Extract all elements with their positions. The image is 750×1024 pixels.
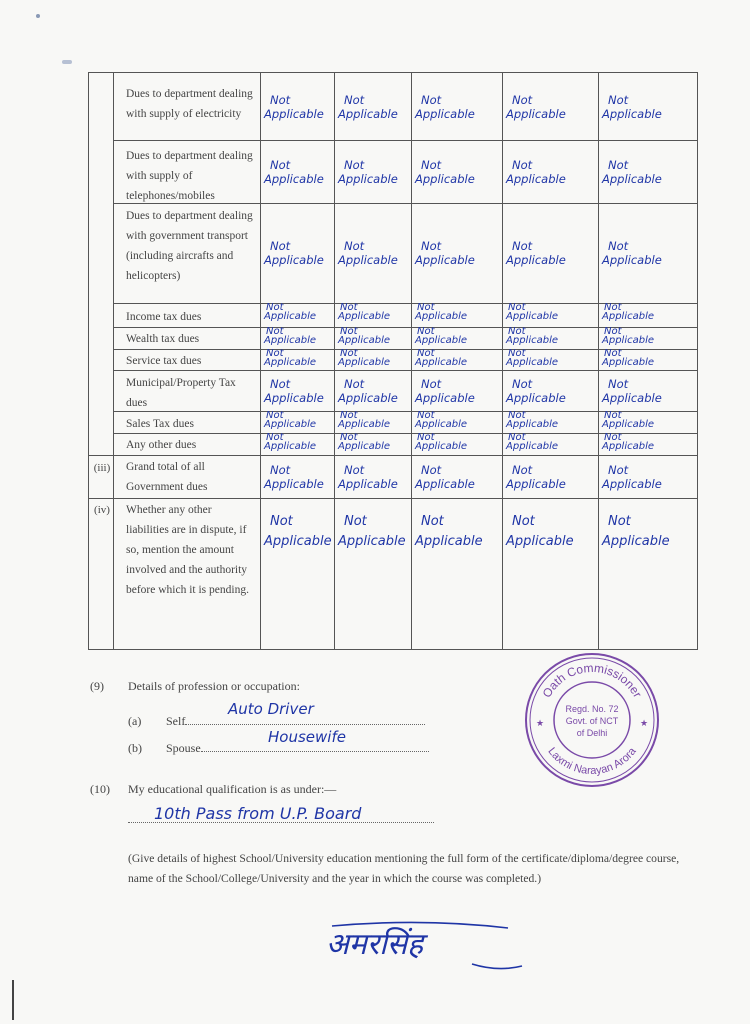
entry-line-1: Not xyxy=(421,376,442,391)
entry-line-1: Not xyxy=(270,462,291,477)
entry-line-2: Applicable xyxy=(506,534,574,549)
entry-line-1: Not xyxy=(508,326,526,337)
entry-line-2: Applicable xyxy=(506,476,566,491)
entry-line-2: Applicable xyxy=(264,419,316,430)
spouse-occupation-value: Housewife xyxy=(268,728,346,746)
stamp-place: of Delhi xyxy=(576,728,608,738)
entry-line-1: Not xyxy=(604,326,622,337)
entry-line-1: Not xyxy=(608,462,629,477)
not-applicable-entry xyxy=(415,349,467,367)
entry-line-1: Not xyxy=(270,239,291,253)
not-applicable-entry xyxy=(602,463,662,491)
entry-line-1: Not xyxy=(344,239,365,253)
not-applicable-entry xyxy=(264,377,324,405)
entry-line-2: Applicable xyxy=(506,311,558,322)
entry-line-1: Not xyxy=(270,376,291,391)
row-divider xyxy=(89,498,697,499)
not-applicable-entry xyxy=(415,303,467,321)
dues-table xyxy=(88,72,698,650)
row-label-telephones: Dues to department dealing with supply of telephones/mobiles xyxy=(126,150,253,202)
entry-line-2: Applicable xyxy=(415,311,467,322)
entry-line-2: Applicable xyxy=(264,253,324,267)
not-applicable-entry xyxy=(338,349,390,367)
entry-line-2: Applicable xyxy=(415,476,475,491)
entry-line-2: Applicable xyxy=(602,390,662,405)
entry-line-1: Not xyxy=(512,239,533,253)
entry-line-1: Not xyxy=(340,410,358,421)
stamp-govt: Govt. of NCT xyxy=(565,716,619,726)
entry-line-2: Applicable xyxy=(506,106,566,121)
row-label-service-tax: Service tax dues xyxy=(126,355,202,367)
not-applicable-entry xyxy=(338,411,390,429)
not-applicable-entry xyxy=(602,512,670,552)
oath-commissioner-stamp xyxy=(524,652,660,788)
not-applicable-entry xyxy=(264,239,324,267)
education-instruction-note: (Give details of highest School/University education mentioning the full form of the certificate/diploma/degree course, name of the School/College/University and the year in which the course was completed.) xyxy=(128,852,680,885)
stamp-star-icon: ★ xyxy=(640,718,649,728)
entry-line-1: Not xyxy=(417,302,435,313)
entry-line-2: Applicable xyxy=(338,253,398,267)
entry-line-2: Applicable xyxy=(338,357,390,368)
entry-line-1: Not xyxy=(608,514,631,529)
entry-line-1: Not xyxy=(604,302,622,313)
spouse-dotted-line xyxy=(201,751,429,752)
entry-line-1: Not xyxy=(508,302,526,313)
entry-line-2: Applicable xyxy=(506,171,566,186)
entry-line-1: Not xyxy=(508,348,526,359)
not-applicable-entry xyxy=(338,377,398,405)
entry-line-1: Not xyxy=(266,326,284,337)
entry-line-2: Applicable xyxy=(338,311,390,322)
entry-line-1: Not xyxy=(421,514,444,529)
entry-line-2: Applicable xyxy=(264,534,332,549)
col-divider xyxy=(260,73,261,649)
not-applicable-entry xyxy=(415,93,475,121)
entry-line-2: Applicable xyxy=(415,534,483,549)
entry-line-2: Applicable xyxy=(264,441,316,452)
row-label-other-dues: Any other dues xyxy=(126,439,197,451)
row-label-transport: Dues to department dealing with government transport (including aircrafts and helicopters) xyxy=(126,210,253,282)
not-applicable-entry xyxy=(264,158,324,186)
entry-line-2: Applicable xyxy=(264,476,324,491)
entry-line-2: Applicable xyxy=(338,476,398,491)
entry-line-2: Applicable xyxy=(602,534,670,549)
entry-line-1: Not xyxy=(512,92,533,107)
entry-line-1: Not xyxy=(270,157,291,172)
row-label-municipal-tax: Municipal/Property Tax dues xyxy=(126,377,236,409)
self-label: Self xyxy=(166,714,186,728)
row-number-iv: (iv) xyxy=(94,504,110,516)
entry-line-1: Not xyxy=(266,348,284,359)
entry-line-1: Not xyxy=(340,348,358,359)
not-applicable-entry xyxy=(264,93,324,121)
not-applicable-entry xyxy=(602,349,654,367)
entry-line-2: Applicable xyxy=(506,335,558,346)
not-applicable-entry xyxy=(338,158,398,186)
self-dotted-line xyxy=(185,724,425,725)
not-applicable-entry xyxy=(264,303,316,321)
entry-line-1: Not xyxy=(417,326,435,337)
row-label-wealth-tax: Wealth tax dues xyxy=(126,333,200,345)
not-applicable-entry xyxy=(602,327,654,345)
entry-line-2: Applicable xyxy=(264,106,324,121)
entry-line-1: Not xyxy=(417,348,435,359)
entry-line-2: Applicable xyxy=(602,335,654,346)
entry-line-2: Applicable xyxy=(264,335,316,346)
entry-line-1: Not xyxy=(417,432,435,443)
not-applicable-entry xyxy=(506,93,566,121)
entry-line-2: Applicable xyxy=(506,357,558,368)
entry-line-1: Not xyxy=(344,376,365,391)
row-label-disputed-liabilities: Whether any other liabilities are in dispute, if so, mention the amount involved and the authority before which it is pending. xyxy=(126,504,249,596)
stamp-name: Laxmi Narayan Arora xyxy=(545,745,639,778)
not-applicable-entry xyxy=(506,463,566,491)
entry-line-2: Applicable xyxy=(602,171,662,186)
row-label-grand-total: Grand total of all Government dues xyxy=(126,461,208,493)
not-applicable-entry xyxy=(264,512,332,552)
entry-line-1: Not xyxy=(340,432,358,443)
row-divider xyxy=(89,455,697,456)
not-applicable-entry xyxy=(506,239,566,267)
entry-line-1: Not xyxy=(270,92,291,107)
margin-mark xyxy=(12,980,14,1020)
entry-line-2: Applicable xyxy=(415,106,475,121)
entry-line-2: Applicable xyxy=(338,171,398,186)
entry-line-2: Applicable xyxy=(264,390,324,405)
entry-line-1: Not xyxy=(344,462,365,477)
self-occupation-value: Auto Driver xyxy=(228,700,314,718)
not-applicable-entry xyxy=(415,463,475,491)
section-9a-label: (a) xyxy=(128,714,142,728)
entry-line-1: Not xyxy=(266,410,284,421)
not-applicable-entry xyxy=(338,303,390,321)
section-9-title: Details of profession or occupation: xyxy=(128,679,300,693)
not-applicable-entry xyxy=(506,512,574,552)
entry-line-2: Applicable xyxy=(415,419,467,430)
entry-line-1: Not xyxy=(344,92,365,107)
stamp-title: Oath Commissioner xyxy=(539,660,645,701)
entry-line-2: Applicable xyxy=(415,357,467,368)
entry-line-1: Not xyxy=(340,326,358,337)
not-applicable-entry xyxy=(264,433,316,451)
entry-line-2: Applicable xyxy=(602,476,662,491)
not-applicable-entry xyxy=(415,239,475,267)
entry-line-1: Not xyxy=(508,410,526,421)
entry-line-2: Applicable xyxy=(602,253,662,267)
not-applicable-entry xyxy=(415,158,475,186)
entry-line-2: Applicable xyxy=(338,534,406,549)
entry-line-2: Applicable xyxy=(415,253,475,267)
entry-line-2: Applicable xyxy=(264,357,316,368)
not-applicable-entry xyxy=(602,158,662,186)
entry-line-1: Not xyxy=(340,302,358,313)
entry-line-1: Not xyxy=(344,157,365,172)
entry-line-1: Not xyxy=(512,376,533,391)
not-applicable-entry xyxy=(415,377,475,405)
entry-line-2: Applicable xyxy=(338,390,398,405)
entry-line-1: Not xyxy=(608,157,629,172)
not-applicable-entry xyxy=(264,349,316,367)
not-applicable-entry xyxy=(264,463,324,491)
not-applicable-entry xyxy=(602,239,662,267)
entry-line-2: Applicable xyxy=(602,357,654,368)
entry-line-2: Applicable xyxy=(415,171,475,186)
entry-line-1: Not xyxy=(270,514,293,529)
entry-line-2: Applicable xyxy=(506,419,558,430)
entry-line-1: Not xyxy=(512,157,533,172)
not-applicable-entry xyxy=(506,349,558,367)
not-applicable-entry xyxy=(338,512,406,552)
entry-line-2: Applicable xyxy=(338,441,390,452)
entry-line-2: Applicable xyxy=(264,171,324,186)
not-applicable-entry xyxy=(602,411,654,429)
entry-line-2: Applicable xyxy=(602,311,654,322)
not-applicable-entry xyxy=(415,433,467,451)
entry-line-1: Not xyxy=(608,376,629,391)
not-applicable-entry xyxy=(264,411,316,429)
entry-line-2: Applicable xyxy=(506,441,558,452)
not-applicable-entry xyxy=(415,327,467,345)
entry-line-2: Applicable xyxy=(338,335,390,346)
stamp-reg-no: Regd. No. 72 xyxy=(565,704,619,714)
col-divider xyxy=(411,73,412,649)
scan-speck xyxy=(36,14,40,18)
not-applicable-entry xyxy=(415,411,467,429)
signature-text: अमरसिंह xyxy=(326,927,424,962)
not-applicable-entry xyxy=(338,327,390,345)
entry-line-1: Not xyxy=(512,462,533,477)
entry-line-1: Not xyxy=(344,514,367,529)
handwritten-signature xyxy=(322,914,528,978)
spouse-label: Spouse xyxy=(166,741,201,755)
entry-line-1: Not xyxy=(608,239,629,253)
entry-line-2: Applicable xyxy=(264,311,316,322)
entry-line-1: Not xyxy=(604,432,622,443)
entry-line-1: Not xyxy=(421,239,442,253)
section-9b-label: (b) xyxy=(128,741,142,755)
section-9-number: (9) xyxy=(90,679,104,693)
not-applicable-entry xyxy=(602,433,654,451)
col-divider xyxy=(502,73,503,649)
not-applicable-entry xyxy=(602,377,662,405)
scan-speck xyxy=(62,60,72,64)
not-applicable-entry xyxy=(506,377,566,405)
entry-line-2: Applicable xyxy=(602,441,654,452)
entry-line-2: Applicable xyxy=(602,419,654,430)
not-applicable-entry xyxy=(264,327,316,345)
entry-line-2: Applicable xyxy=(506,253,566,267)
entry-line-2: Applicable xyxy=(415,390,475,405)
col-divider xyxy=(598,73,599,649)
entry-line-2: Applicable xyxy=(415,335,467,346)
entry-line-2: Applicable xyxy=(338,106,398,121)
not-applicable-entry xyxy=(415,512,483,552)
not-applicable-entry xyxy=(338,463,398,491)
section-10-number: (10) xyxy=(90,782,110,796)
entry-line-1: Not xyxy=(604,410,622,421)
not-applicable-entry xyxy=(506,303,558,321)
not-applicable-entry xyxy=(602,93,662,121)
entry-line-1: Not xyxy=(508,432,526,443)
entry-line-1: Not xyxy=(421,462,442,477)
entry-line-1: Not xyxy=(266,302,284,313)
not-applicable-entry xyxy=(506,433,558,451)
not-applicable-entry xyxy=(506,411,558,429)
not-applicable-entry xyxy=(506,158,566,186)
entry-line-1: Not xyxy=(512,514,535,529)
row-label-sales-tax: Sales Tax dues xyxy=(126,418,194,430)
col-divider xyxy=(334,73,335,649)
education-value: 10th Pass from U.P. Board xyxy=(154,804,362,823)
entry-line-2: Applicable xyxy=(506,390,566,405)
section-10-title: My educational qualification is as under:— xyxy=(128,782,337,796)
entry-line-1: Not xyxy=(417,410,435,421)
entry-line-2: Applicable xyxy=(602,106,662,121)
stamp-star-icon: ★ xyxy=(536,718,545,728)
col-divider xyxy=(113,73,114,649)
not-applicable-entry xyxy=(506,327,558,345)
row-label-income-tax: Income tax dues xyxy=(126,311,202,323)
not-applicable-entry xyxy=(338,239,398,267)
entry-line-1: Not xyxy=(604,348,622,359)
row-divider xyxy=(113,140,697,141)
entry-line-2: Applicable xyxy=(415,441,467,452)
entry-line-1: Not xyxy=(266,432,284,443)
entry-line-1: Not xyxy=(421,157,442,172)
entry-line-1: Not xyxy=(608,92,629,107)
not-applicable-entry xyxy=(602,303,654,321)
entry-line-1: Not xyxy=(421,92,442,107)
entry-line-2: Applicable xyxy=(338,419,390,430)
row-number-iii: (iii) xyxy=(93,462,111,474)
not-applicable-entry xyxy=(338,433,390,451)
not-applicable-entry xyxy=(338,93,398,121)
row-label-electricity: Dues to department dealing with supply of electricity xyxy=(126,88,253,120)
